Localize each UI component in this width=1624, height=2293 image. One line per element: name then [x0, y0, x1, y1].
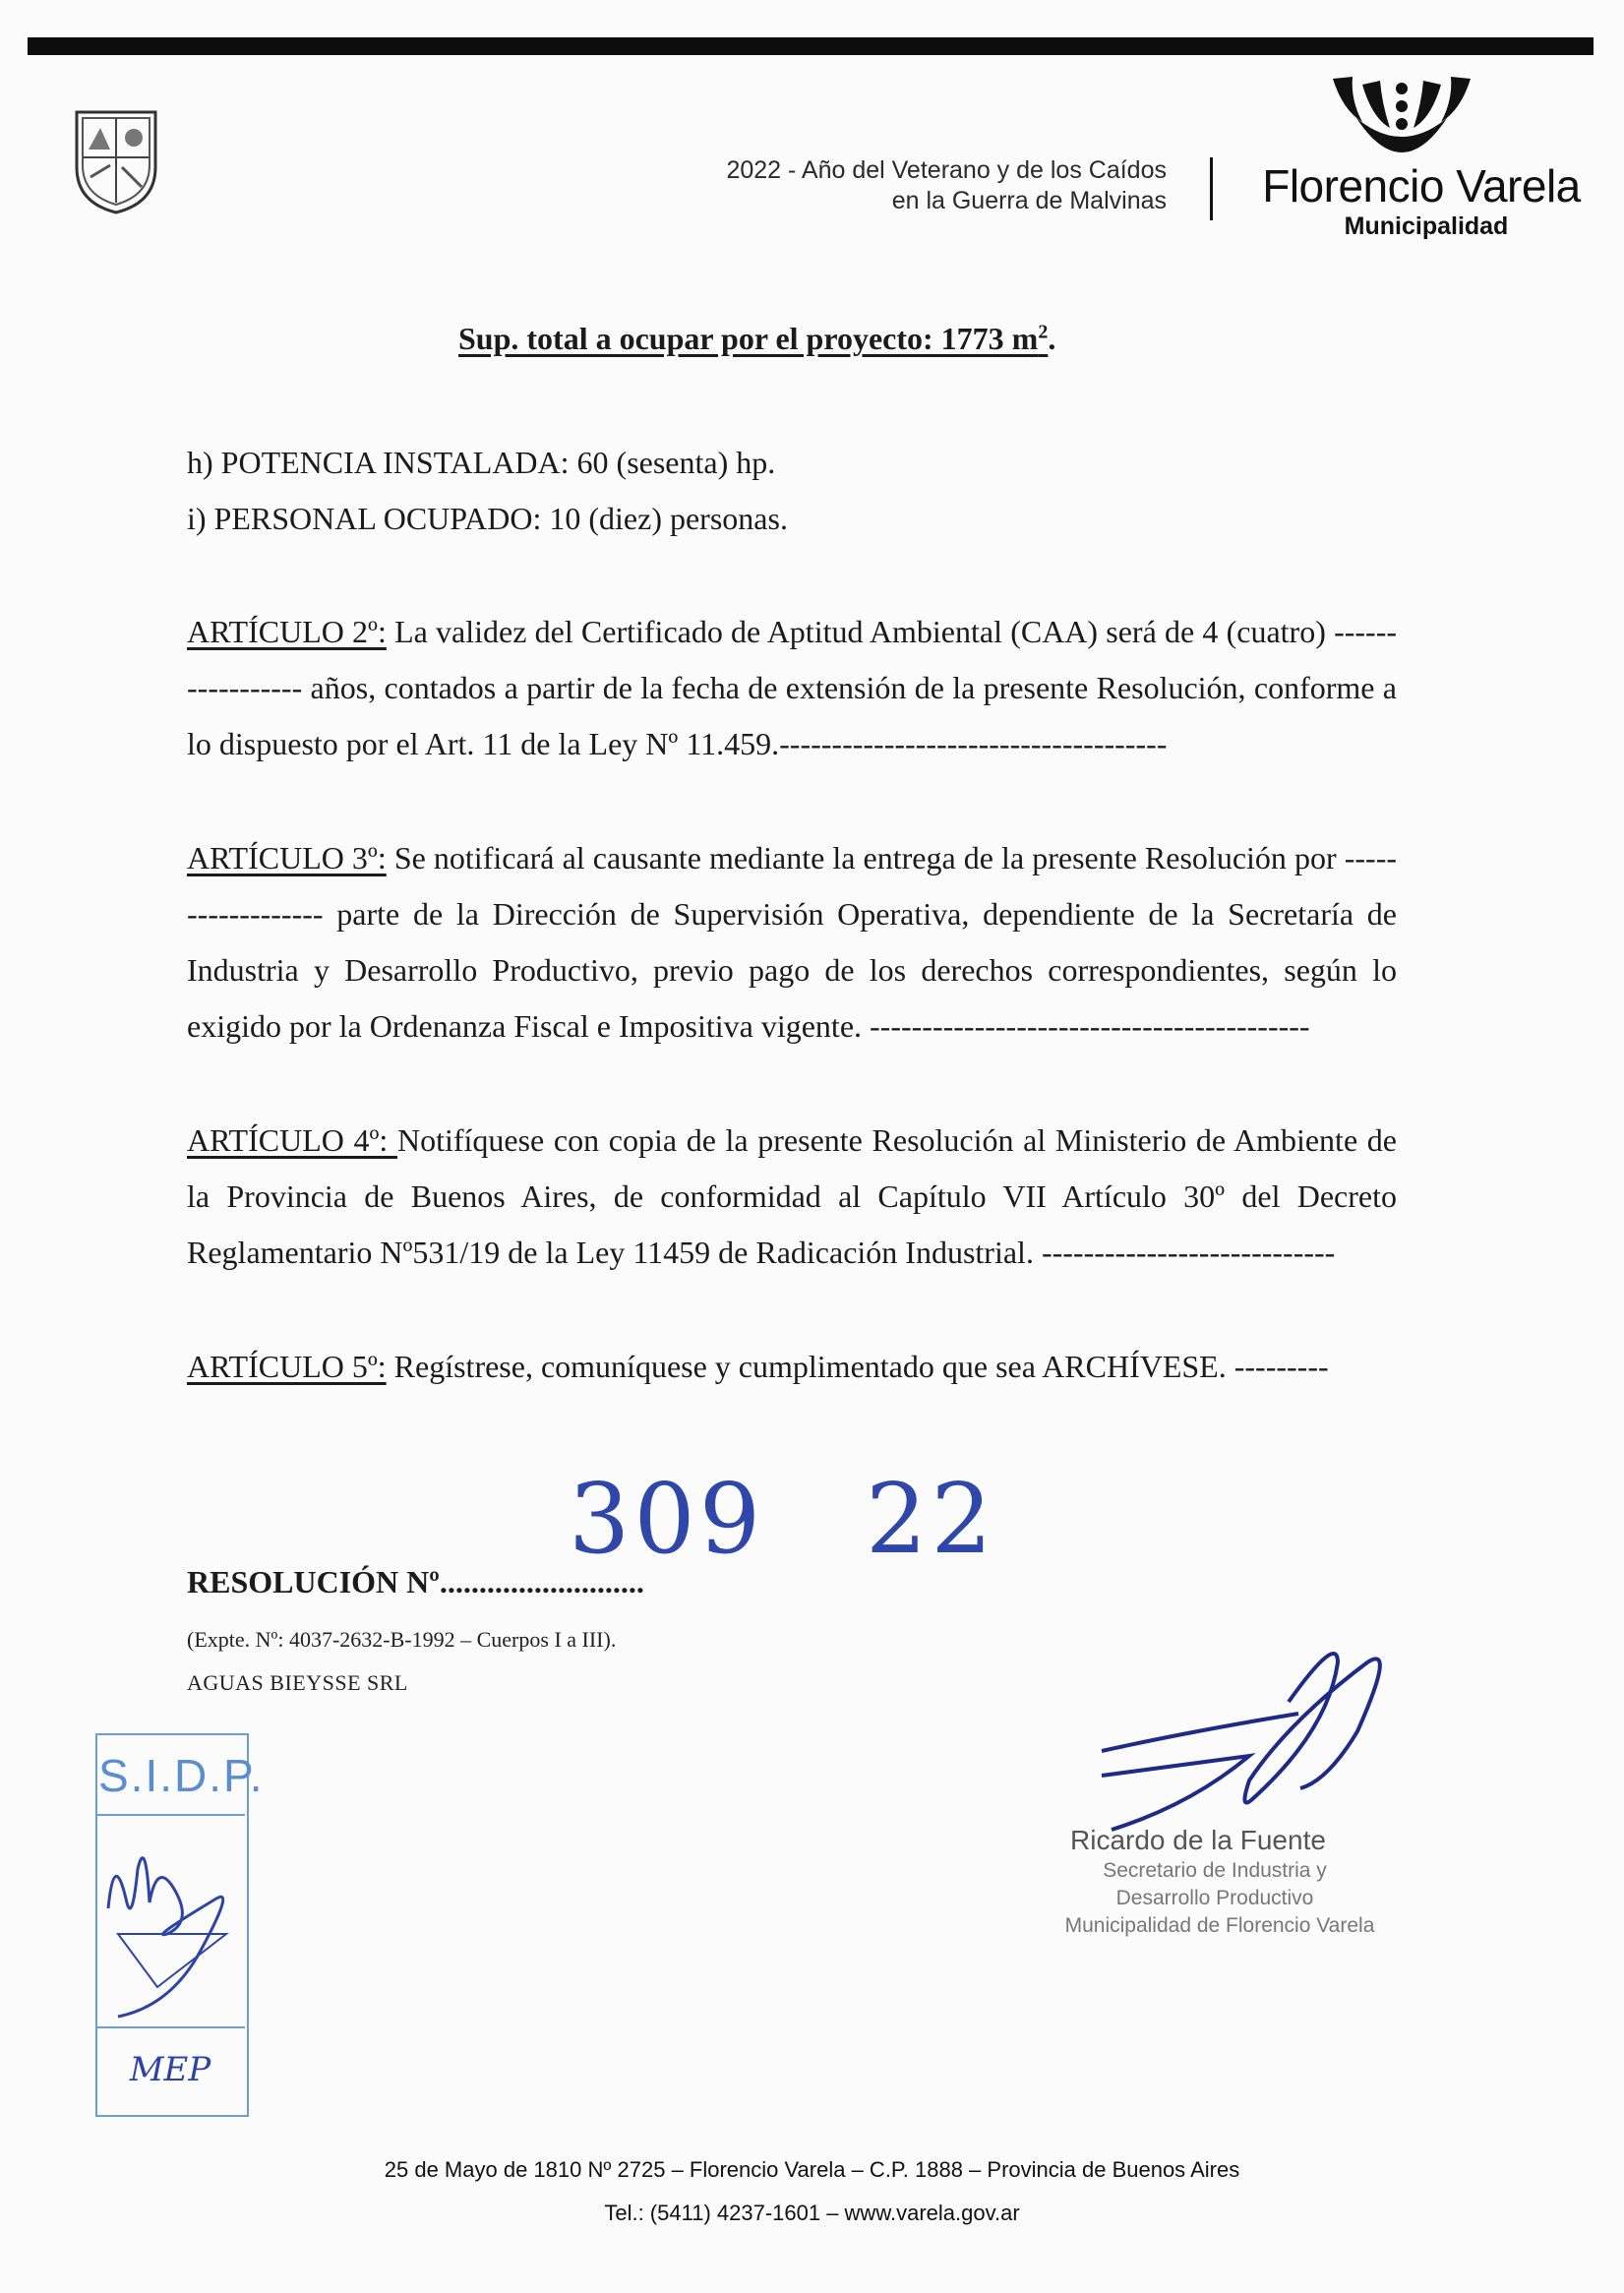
- article-4-label: ARTÍCULO 4º:: [187, 1122, 397, 1158]
- company-name: AGUAS BIEYSSE SRL: [187, 1670, 408, 1695]
- header-divider: [1210, 157, 1213, 220]
- article-4: [187, 1113, 1397, 1281]
- resolution-dots: ..........................: [439, 1564, 644, 1599]
- commemorative-text: [551, 155, 1167, 216]
- expediente-reference: (Expte. Nº: 4037-2632-B-1992 – Cuerpos I a III).: [187, 1627, 617, 1652]
- sidp-stamp-label: S.I.D.P.: [98, 1750, 265, 1801]
- org-name: Florencio Varela: [1262, 160, 1581, 211]
- footer-contact: Tel.: (5411) 4237-1601 – www.varela.gov.ar: [604, 2201, 1020, 2225]
- article-3: [187, 830, 1397, 1055]
- article-5: [187, 1339, 1397, 1395]
- sidp-initials-signature-icon: [98, 1840, 242, 2026]
- resolution-number-stamp: 309: [569, 1464, 765, 1576]
- org-subtitle: Municipalidad: [1344, 212, 1509, 240]
- commemorative-line-2: en la Guerra de Malvinas: [891, 187, 1167, 214]
- signatory-title-2: Desarrollo Productivo: [1115, 1887, 1314, 1909]
- surface-total-end: .: [1048, 321, 1056, 356]
- municipal-crest-icon: [71, 108, 161, 216]
- signatory-name: Ricardo de la Fuente: [1070, 1825, 1326, 1855]
- article-3-label: ARTÍCULO 3º:: [187, 840, 387, 875]
- article-2-label: ARTÍCULO 2º:: [187, 614, 387, 649]
- header-bar: [28, 37, 1594, 55]
- signature-icon: [1043, 1623, 1416, 1849]
- florencio-varela-logo-icon: [1323, 71, 1480, 167]
- signatory-title-1: Secretario de Industria y: [1103, 1859, 1327, 1882]
- surface-total-label: Sup. total a ocupar por el proyecto: 1773 m: [458, 321, 1039, 356]
- resolution-label-text: RESOLUCIÓN Nº: [187, 1564, 440, 1599]
- item-i: i) PERSONAL OCUPADO: 10 (diez) personas.: [187, 501, 788, 536]
- item-h: h) POTENCIA INSTALADA: 60 (sesenta) hp.: [187, 445, 776, 480]
- sidp-stamp-divider: [95, 1814, 245, 1816]
- article-2: [187, 604, 1397, 772]
- sidp-stamp-divider: [95, 2026, 245, 2028]
- footer-address: 25 de Mayo de 1810 Nº 2725 – Florencio Varela – C.P. 1888 – Provincia de Buenos Aires: [384, 2157, 1240, 2182]
- article-2-text: La validez del Certificado de Aptitud Ambiental (CAA) será de 4 (cuatro) ----------------- años, contados a partir de la fecha de extensión de la presente Resolución, conforme a lo dispuesto por el Art. 11 de la Ley Nº 11.459.-------------------------------------: [187, 614, 1397, 761]
- article-5-text: Regístrese, comuníquese y cumplimentado que sea ARCHÍVESE. ---------: [386, 1349, 1329, 1384]
- surface-total-title: [458, 321, 1055, 357]
- sidp-initials: MEP: [129, 2050, 211, 2089]
- article-4-text: Notifíquese con copia de la presente Resolución al Ministerio de Ambiente de la Provincia de Buenos Aires, de conformidad al Capítulo VII Artículo 30º del Decreto Reglamentario Nº531/19 de la Ley 11459 de Radicación Industrial. ----------------------------: [187, 1122, 1398, 1270]
- article-5-label: ARTÍCULO 5º:: [187, 1349, 387, 1384]
- resolution-label: [187, 1564, 644, 1600]
- surface-total-superscript: 2: [1038, 321, 1049, 343]
- article-3-text: Se notificará al causante mediante la entrega de la presente Resolución por ------------------ parte de la Dirección de Supervisión Operativa, dependiente de la Secretaría de Industria y Desarrollo Productivo, previo pago de los derechos correspondientes, según lo exigido por la Ordenanza Fiscal e Impositiva vigente. ------------------------------------------: [187, 840, 1398, 1044]
- signatory-title-3: Municipalidad de Florencio Varela: [1064, 1914, 1375, 1937]
- resolution-year-stamp: 22: [866, 1464, 996, 1576]
- commemorative-line-1: 2022 - Año del Veterano y de los Caídos: [726, 156, 1167, 184]
